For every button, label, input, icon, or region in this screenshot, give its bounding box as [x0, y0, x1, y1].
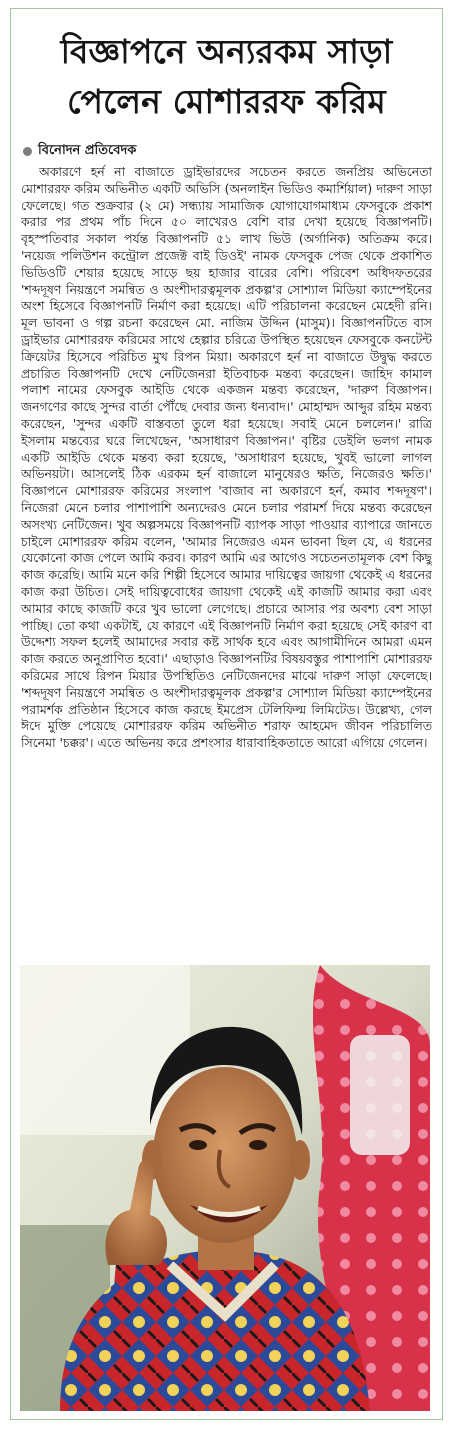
- actor-photo: [20, 965, 430, 1411]
- byline-text: বিনোদন প্রতিবেদক: [38, 143, 137, 158]
- headline-line-1: বিজ্ঞাপনে অন্যরকম সাড়া: [60, 32, 393, 71]
- headline: [19, 27, 434, 127]
- byline: [23, 141, 432, 162]
- bullet-dot-icon: [23, 147, 32, 156]
- headline-line-2: পেলেন মোশাররফ করিম: [67, 82, 386, 121]
- actor-photo-illustration: [20, 965, 430, 1411]
- article-body: অকারণে হর্ন না বাজাতে ড্রাইভারদের সচেতন করতে জনপ্রিয় অভিনেতা মোশাররফ করিম অভিনীত একটি অভিসি (অনলাইন ভিডিও কমার্শিয়াল) দারুণ সাড়া ফেলেছে। গত শুক্রবার (২ মে) সন্ধ্যায় সামাজিক যোগাযোগমাধ্যম ফেসবুকে প্রকাশ করার পর প্রথম পাঁচ দিনে ৫০ লাখেরও বেশি বার দেখা হয়েছে বিজ্ঞাপনটি। বৃহস্পতিবার সকাল পর্যন্ত বিজ্ঞাপনটি ৫১ লাখ ভিউ (অর্গানিক) অতিক্রম করে। 'নয়েজ পলিউশন কন্ট্রোল প্রজেক্ট বাই ডিওই' নামক ফেসবুক পেজ থেকে প্রকাশিত ভিডিওটি শেয়ার হয়েছে সাড়ে ছয় হাজার বারের বেশি। পরিবেশ অধিদফতরের 'শব্দদূষণ নিয়ন্ত্রণে সমন্বিত ও অংশীদারত্বমূলক প্রকল্প'র সোশ্যাল মিডিয়া ক্যাম্পেইনের অংশ হিসেবে বিজ্ঞাপনটি নির্মাণ করা হয়েছে। এটি পরিচালনা করেছেন মেহেদী রনি। মূল ভাবনা ও গল্প রচনা করেছেন মো. নাজিম উদ্দিন (মাসুম)। বিজ্ঞাপনটিতে বাস ড্রাইভার মোশাররফ করিমের সাথে হেল্পার চরিত্রে উপস্থিত হয়েছেন ফেসবুকে কনটেন্ট ক্রিয়েটর হিসেবে পরিচিত মুখ রিপন মিয়া। অকারণে হর্ন না বাজাতে উদ্বুদ্ধ করতে প্রচারিত বিজ্ঞাপনটি দেখে নেটিজেনরা ইতিবাচক মন্তব্য করেছেন। জাহিদ কামাল পলাশ নামের ফেসবুক আইডি থেকে একজন মন্তব্য করেছেন, 'দারুণ বিজ্ঞাপন। জনগণের কাছে সুন্দর বার্তা পৌঁছে দেবার জন্য ধন্যবাদ।' মোহাম্মদ আব্দুর রহিম মন্তব্য করেছেন, 'সুন্দর একটি বাস্তবতা তুলে ধরা হয়েছে। সবাই মেনে চললেন।' রাত্রি ইসলাম মন্তব্যের ঘরে লিখেছেন, 'অসাধারণ বিজ্ঞাপন।' বৃষ্টির ডেইলি ভলগ নামক একটি আইডি থেকে মন্তব্য করা হয়েছে, 'অসাধারণ হয়েছে, খুবই ভালো লাগল অভিনয়টা। আসলেই ঠিক এরকম হর্ন বাজালে মানুষেরও ক্ষতি, নিজেরও ক্ষতি।' বিজ্ঞাপনে মোশাররফ করিমের সংলাপ 'বাজাব না অকারণে হর্ন, কমাব শব্দদূষণ'। নিজেরা মেনে চলার পাশাপাশি অন্যদেরও মেনে চলার পরামর্শ দিয়ে মন্তব্য করেছেন অসংখ্য নেটিজেন। খুব অল্পসময়ে বিজ্ঞাপনটি ব্যাপক সাড়া পাওয়ার ব্যাপারে জানতে চাইলে মোশাররফ করিম বলেন, 'আমার নিজেরও এমন ভাবনা ছিল যে, এ ধরনের যেকোনো কাজ পেলে আমি করব। কারণ আমি এর আগেও সচেতনতামূলক বেশ কিছু কাজ করেছি। আমি মনে করি শিল্পী হিসেবে আমার দায়িত্বের জায়গা থেকেই এ ধরনের কাজ করা উচিত। সেই দায়িত্ববোধের জায়গা থেকেই এই কাজটি আমার করা এবং আমার কাছে কাজটি করে খুব ভালো লেগেছে। প্রচারে আসার পর অবশ্য বেশ সাড়া পাচ্ছি। তো কথা একটাই, যে কারণে এই বিজ্ঞাপনটি নির্মাণ করা হয়েছে সেই কারণ বা উদ্দেশ্য সফল হলেই আমাদের সবার কষ্ট সার্থক হবে এবং আগামীদিনে আমরা এমন কাজ করতে অনুপ্রাণিত হবো।' এছাড়াও বিজ্ঞাপনটির বিষয়বস্তুর পাশাপাশি মোশাররফ করিমের সাথে রিপন মিয়ার উপস্থিতিও নেটিজেনদের মাঝে দারুণ সাড়া ফেলেছে। 'শব্দদূষণ নিয়ন্ত্রণে সমন্বিত ও অংশীদারত্বমূলক প্রকল্প'র সোশ্যাল মিডিয়া ক্যাম্পেইনের পরামর্শক প্রতিষ্ঠান হিসেবে কাজ করছে ইমপ্রেস টেলিফিল্ম লিমিটেড। উল্লেখ্য, গেল ঈদে মুক্তি পেয়েছে মোশাররফ করিম অভিনীত শরাফ আহমেদ জীবন পরিচালিত সিনেমা 'চক্কর'। এতে অভিনয় করে প্রশংসার ধারাবাহিকতাতে আরো এগিয়ে গেলেন।: [21, 164, 432, 751]
